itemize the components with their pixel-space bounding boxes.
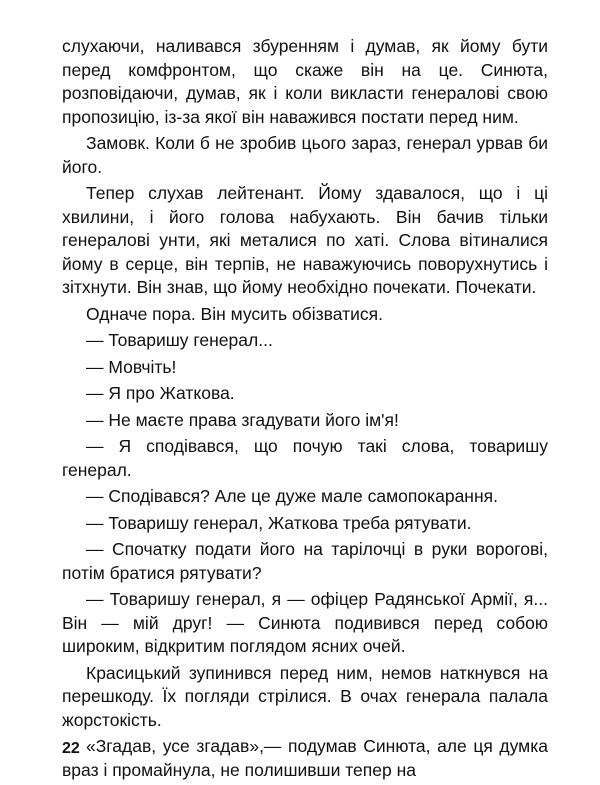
dialogue-line-7: — Товаришу генерал, Жаткова треба рятувати. <box>86 512 472 533</box>
dialogue-line-3: — Я про Жаткова. <box>86 383 235 403</box>
dialogue-line-9: — Товаришу генерал, я — офіцер Радянської Армії, я... Він — мій друг! — Синюта подивився перед собою широким, відкритим поглядом ясних очей. <box>62 589 548 656</box>
dialogue-line-2: — Мовчіть! <box>86 356 177 377</box>
paragraph-2: Замовк. Коли б не зробив цього зараз, генерал урвав би його. <box>62 133 548 177</box>
paragraph-6: «Згадав, усе згадав»,— подумав Синюта, але ця думка враз і промайнула, не полишивши тепер на <box>62 736 548 780</box>
paragraph-4: Одначе пора. Він мусить обізватися. <box>86 303 383 324</box>
page-body <box>62 35 548 785</box>
paragraph-3: Тепер слухав лейтенант. Йому здавалося, що і ці хвилини, і його голова набухають. Він бачив тільки генералові унти, які металися по хаті. Слова вітиналися йому в серце, він терпів, не наважуючись поворухнутись і зітхнути. Він знав, що йому необхідно почекати. Почекати. <box>62 183 548 297</box>
dialogue-line-4: — Не маєте права згадувати його ім'я! <box>86 409 399 430</box>
dialogue-line-6: — Сподівався? Але це дуже мале самопокарання. <box>86 486 498 506</box>
dialogue-line-8: — Спочатку подати його на тарілочці в руки ворогові, потім братися рятувати? <box>62 539 548 583</box>
dialogue-line-5: — Я сподівався, що почую такі слова, товаришу генерал. <box>62 436 548 480</box>
paragraph-1: слухаючи, наливався збуренням і думав, як йому бути перед комфронтом, що скаже він на це. Синюта, розповідаючи, думав, як і коли викласти генералові свою пропозицію, із-за якої він наважився постати перед ним. <box>62 36 548 127</box>
page-number: 22 <box>62 740 80 757</box>
dialogue-line-1: — Товаришу генерал... <box>86 330 273 350</box>
paragraph-5: Красицький зупинився перед ним, немов наткнувся на перешкоду. Їх погляди стрілися. В очах генерала палала жорстокість. <box>62 662 548 730</box>
